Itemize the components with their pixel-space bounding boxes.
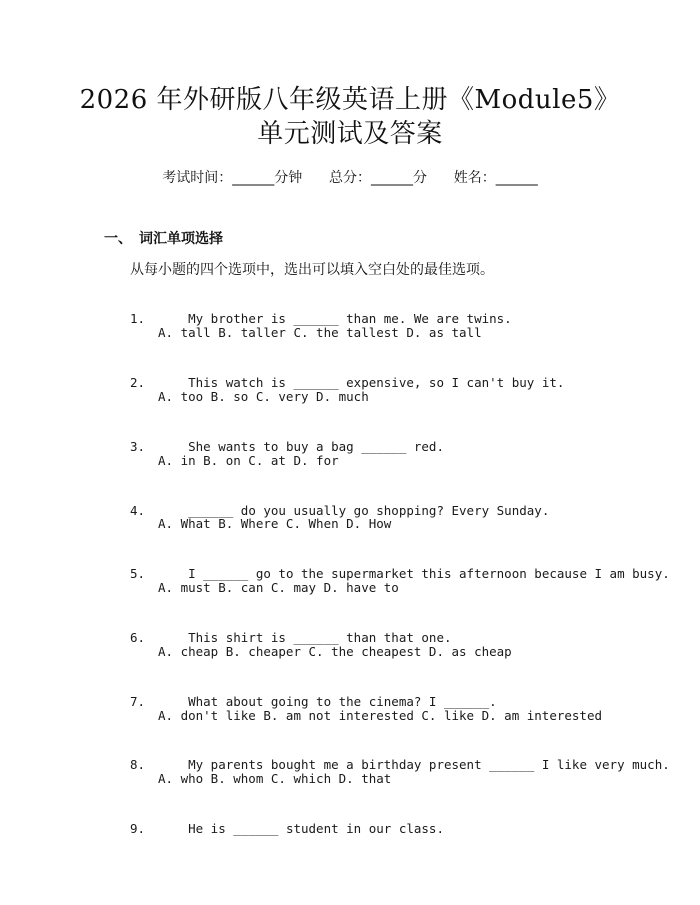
question-options: A. cheap B. cheaper C. the cheapest D. as cheap [158, 644, 512, 659]
question-text: He is ______ student in our class. [188, 821, 444, 836]
question-text: ______ do you usually go shopping? Every Sunday. [188, 503, 550, 518]
question-text: My brother is ______ than me. We are twins. [188, 311, 512, 326]
section-title: 词汇单项选择 [139, 231, 223, 247]
question-text: This shirt is ______ than that one. [188, 630, 452, 645]
question-item [130, 802, 444, 856]
exam-time-field: 考试时间：______分钟 [162, 170, 303, 186]
question-number: 3. [130, 439, 146, 454]
question-options: A. must B. can C. may D. have to [158, 580, 399, 595]
question-number: 6. [130, 630, 146, 645]
question-number: 1. [130, 311, 146, 326]
student-name-field: 姓名：______ [453, 170, 538, 186]
question-number: 2. [130, 375, 146, 390]
section-instruction: 从每小题的四个选项中，选出可以填入空白处的最佳选项。 [130, 262, 494, 278]
question-text: My parents bought me a birthday present ______ I like very much. [188, 757, 670, 772]
document-title-line-1: 2026 年外研版八年级英语上册《Module5》 [79, 85, 621, 115]
question-number: 5. [130, 566, 146, 581]
question-text: This watch is ______ expensive, so I can't buy it. [188, 375, 565, 390]
question-options: A. don't like B. am not interested C. like D. am interested [158, 708, 603, 723]
question-options: A. in B. on C. at D. for [158, 453, 339, 468]
question-text: She wants to buy a bag ______ red. [188, 439, 444, 454]
document-title-line-2: 单元测试及答案 [257, 119, 443, 149]
section-heading [104, 229, 223, 249]
question-options: A. too B. so C. very D. much [158, 389, 369, 404]
question-options: A. What B. Where C. When D. How [158, 516, 392, 531]
exam-info-line [0, 168, 700, 188]
question-number: 9. [130, 821, 146, 836]
section-number: 一、 [104, 231, 132, 247]
question-number: 7. [130, 694, 146, 709]
question-text: I ______ go to the supermarket this afternoon because I am busy. [188, 566, 670, 581]
question-number: 8. [130, 757, 146, 772]
question-options: A. who B. whom C. which D. that [158, 771, 392, 786]
total-score-field: 总分：______分 [329, 170, 427, 186]
question-text: What about going to the cinema? I ______. [188, 694, 497, 709]
question-options: A. tall B. taller C. the tallest D. as tall [158, 325, 482, 340]
question-number: 4. [130, 503, 146, 518]
